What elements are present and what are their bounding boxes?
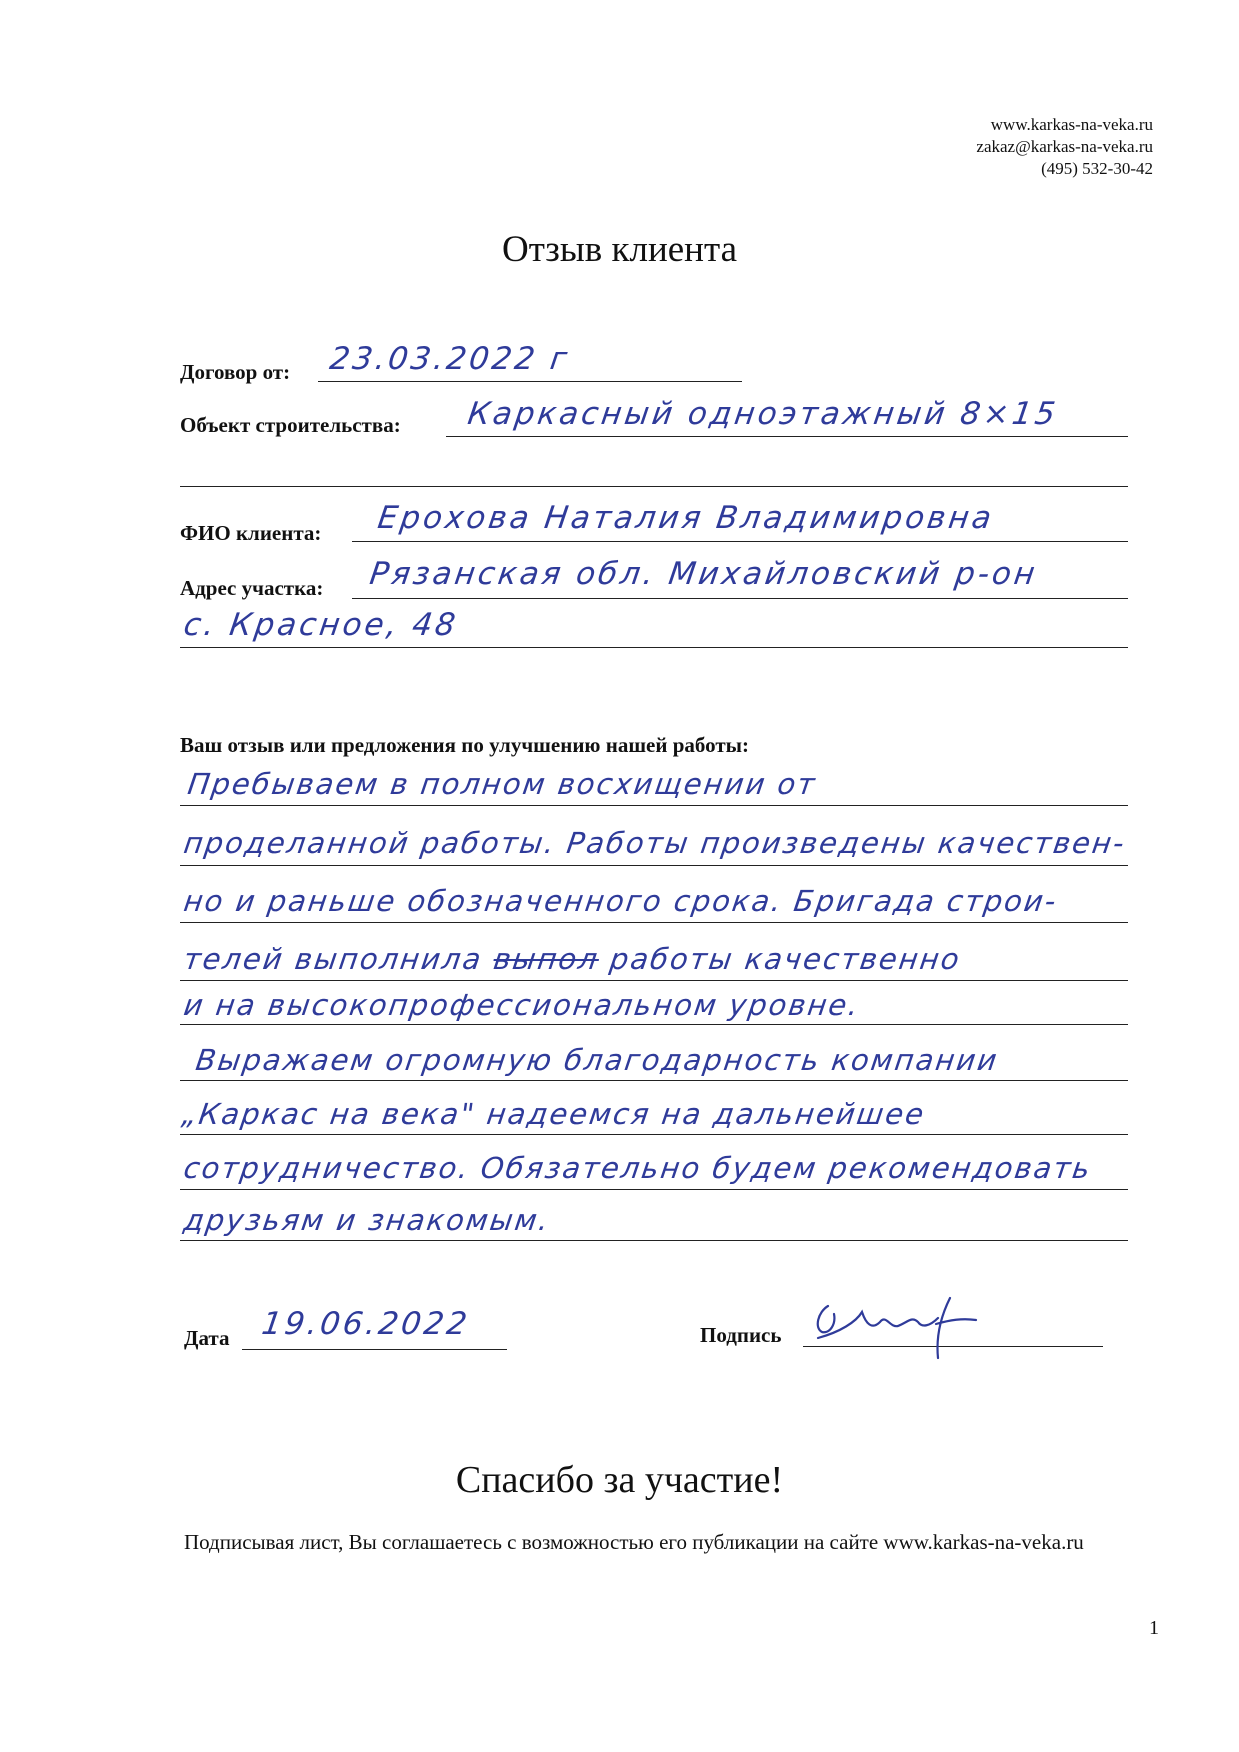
date-line [242, 1349, 507, 1350]
review-line-8: сотрудничество. Обязательно будем рекомендовать [181, 1151, 1094, 1185]
date-handwritten[interactable]: 19.06.2022 [259, 1306, 473, 1342]
client-line [352, 541, 1128, 542]
address-line-2 [180, 647, 1128, 648]
review-line-3: но и раньше обозначенного срока. Бригада строи- [181, 884, 1060, 918]
review-line [180, 980, 1128, 981]
review-line [180, 805, 1128, 806]
review-line-4 [182, 942, 963, 976]
contract-line [318, 381, 742, 382]
review-line [180, 1240, 1128, 1241]
client-label: ФИО клиента: [180, 521, 322, 545]
object-label: Объект строительства: [180, 413, 401, 437]
object-line [446, 436, 1128, 437]
review-line [180, 865, 1128, 866]
review-label: Ваш отзыв или предложения по улучшению нашей работы: [180, 733, 750, 757]
signature-label: Подпись [700, 1323, 782, 1347]
review-line [180, 1134, 1128, 1135]
review-line [180, 1024, 1128, 1025]
review-line-6: Выражаем огромную благодарность компании [193, 1043, 1001, 1077]
signature-mark [800, 1288, 1010, 1368]
address-handwritten-2[interactable]: с. Красное, 48 [181, 607, 461, 643]
address-handwritten-1[interactable]: Рязанская обл. Михайловский р-он [367, 556, 1040, 592]
date-label: Дата [184, 1326, 230, 1350]
address-label: Адрес участка: [180, 576, 324, 600]
email-link[interactable]: zakaz@karkas-na-veka.ru [976, 137, 1153, 156]
review-line [180, 922, 1128, 923]
review-line-7: „Каркас на века" надеемся на дальнейшее [179, 1097, 928, 1131]
review-line-4-end: работы качественно [607, 942, 964, 976]
client-name-handwritten[interactable]: Ерохова Наталия Владимировна [375, 500, 997, 536]
phone-number: (495) 532-30-42 [1041, 159, 1153, 178]
page-number: 1 [1149, 1617, 1159, 1639]
review-line [180, 1080, 1128, 1081]
contract-date-handwritten[interactable]: 23.03.2022 г [327, 341, 573, 377]
thanks-message: Спасибо за участие! [455, 1459, 784, 1501]
review-line-5: и на высокопрофессиональном уровне. [181, 988, 863, 1022]
review-line-9: друзьям и знакомым. [181, 1203, 553, 1237]
address-line [352, 598, 1128, 599]
website-link[interactable]: www.karkas-na-veka.ru [990, 115, 1153, 134]
object-line-2 [180, 486, 1128, 487]
object-handwritten[interactable]: Каркасный одноэтажный 8×15 [465, 396, 1061, 432]
review-line-2: проделанной работы. Работы произведены качествен- [181, 826, 1129, 860]
contact-block [976, 114, 1153, 180]
review-line-4-start: телей выполнила [181, 942, 485, 976]
struck-word: выпол [491, 942, 602, 976]
review-line [180, 1189, 1128, 1190]
page-title: Отзыв клиента [501, 229, 738, 270]
consent-text: Подписывая лист, Вы соглашаетесь с возможностью его публикации на сайте www.karkas-na-veka.ru [184, 1530, 1084, 1554]
contract-label: Договор от: [180, 360, 291, 384]
review-line-1: Пребываем в полном восхищении от [185, 767, 819, 801]
